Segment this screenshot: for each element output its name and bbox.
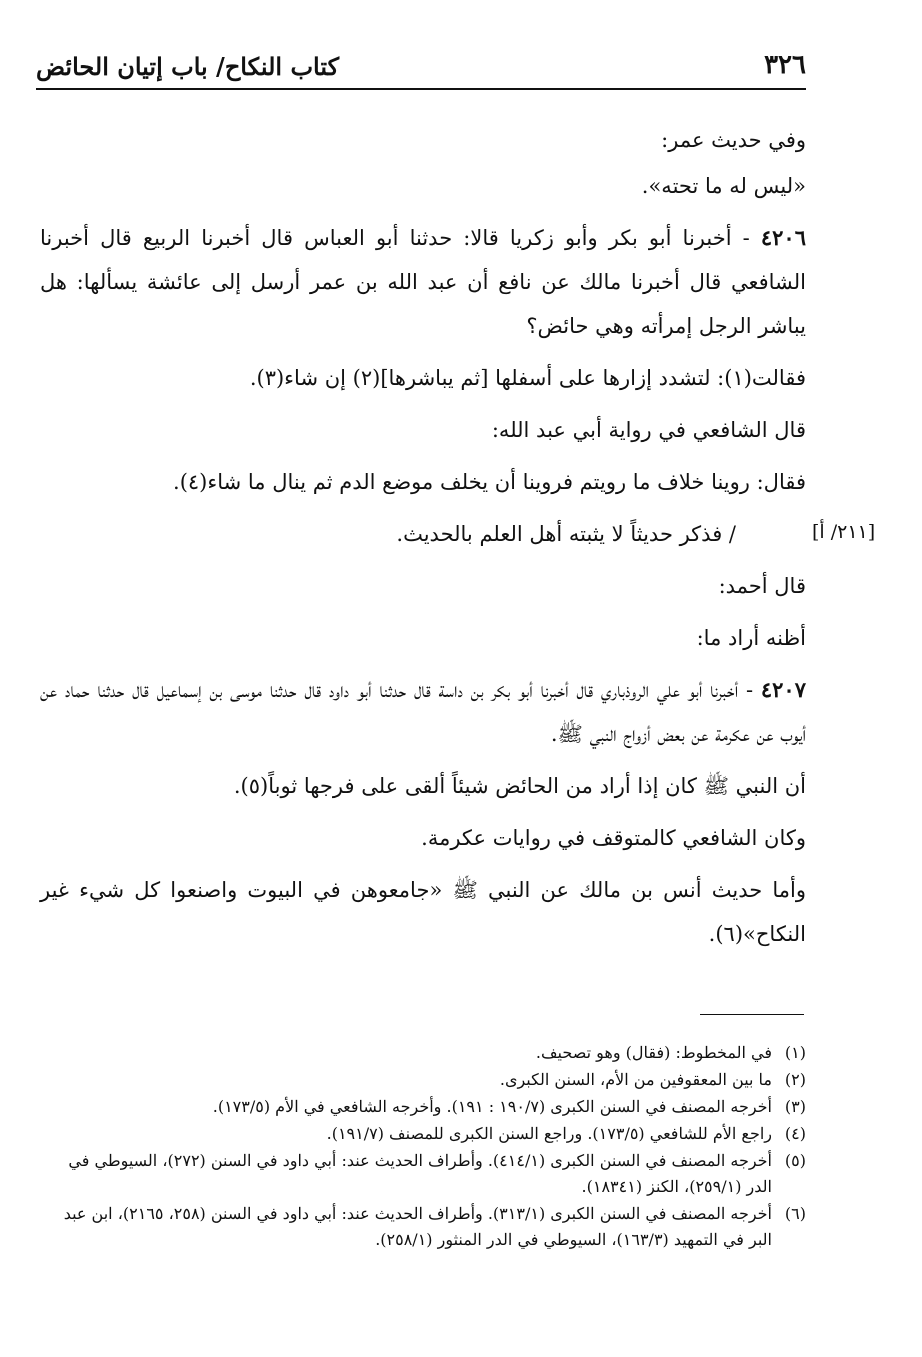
- footnote-text: ما بين المعقوفين من الأم، السنن الكبرى.: [499, 1070, 772, 1089]
- footnote-text: أخرجه المصنف في السنن الكبرى (٣١٣/١). وأطراف الحديث عند: أبي داود في السنن (٢٥٨، ٢١٦٥)، ابن عبد البر في التمهيد (١٦٣/٣)، السيوطي في الدر المنثور (٢٥٨/١).: [63, 1204, 772, 1249]
- manuscript-folio-marker: [٢١١/ أ]: [812, 521, 876, 543]
- running-title: كتاب النكاح/ باب إتيان الحائض: [36, 52, 340, 81]
- hadith-4206: [40, 216, 806, 348]
- footnote-text: راجع الأم للشافعي (١٧٣/٥). وراجع السنن الكبرى للمصنف (١٩١/٧).: [326, 1124, 772, 1143]
- hadith-text: - أخبرنا أبو بكر وأبو زكريا قالا: حدثنا أبو العباس قال أخبرنا الربيع قال أخبرنا الشافعي قال أخبرنا مالك عن نافع أن عبد الله بن عمر أرسل إلى عائشة يسألها: هل يباشر الرجل إمرأته وهي حائض؟: [40, 226, 806, 338]
- footnote: [40, 1040, 806, 1066]
- footnote-number: (٤): [784, 1124, 806, 1143]
- footnote-text: أخرجه المصنف في السنن الكبرى (١٩٠/٧ : ١٩١). وأخرجه الشافعي في الأم (١٧٣/٥).: [212, 1097, 772, 1116]
- footnote-number: (٥): [784, 1151, 806, 1170]
- paragraph: / فذكر حديثاً لا يثبته أهل العلم بالحديث.: [396, 522, 736, 546]
- paragraph: قال الشافعي في رواية أبي عبد الله:: [491, 418, 806, 442]
- page-number: ٣٢٦: [764, 50, 806, 80]
- footnote: [40, 1148, 806, 1200]
- footnote-separator: [700, 1014, 804, 1015]
- footnote-number: (١): [784, 1043, 806, 1062]
- main-text: [40, 118, 806, 964]
- footnote: [40, 1121, 806, 1147]
- footnote: [40, 1067, 806, 1093]
- page-header: [36, 48, 806, 90]
- footnotes: [40, 1040, 806, 1254]
- hadith-number: ٤٢٠٧: [760, 677, 806, 702]
- footnote: [40, 1094, 806, 1120]
- hadith-4207: [40, 668, 806, 756]
- paragraph: وفي حديث عمر:: [661, 128, 806, 152]
- paragraph: قال أحمد:: [718, 574, 806, 598]
- footnote-number: (٦): [784, 1204, 806, 1223]
- paragraph: وكان الشافعي كالمتوقف في روايات عكرمة.: [421, 826, 806, 850]
- footnote-text: في المخطوط: (فقال) وهو تصحيف.: [535, 1043, 772, 1062]
- hadith-text: - أخبرنا أبو علي الروذباري قال أخبرنا أبو بكر بن داسة قال حدثنا أبو داود قال حدثنا موسى بن إسماعيل قال حدثنا حماد عن أيوب عن عكرمة عن بعض أزواج النبي ﷺ.: [40, 678, 806, 746]
- paragraph: وأما حديث أنس بن مالك عن النبي ﷺ «جامعوهن في البيوت واصنعوا كل شيء غير النكاح»(٦).: [40, 878, 806, 946]
- footnote-text: أخرجه المصنف في السنن الكبرى (٤١٤/١). وأطراف الحديث عند: أبي داود في السنن (٢٧٢)، السيوطي في الدر (٢٥٩/١)، الكنز (١٨٣٤١).: [68, 1151, 772, 1196]
- paragraph: فقالت(١): لتشدد إزارها على أسفلها [ثم يباشرها](٢) إن شاء(٣).: [249, 366, 806, 390]
- hadith-number: ٤٢٠٦: [760, 225, 806, 250]
- paragraph: أن النبي ﷺ كان إذا أراد من الحائض شيئاً ألقى على فرجها ثوباً(٥).: [233, 774, 806, 798]
- footnote: [40, 1201, 806, 1253]
- paragraph: «ليس له ما تحته».: [641, 174, 806, 198]
- footnote-number: (٣): [784, 1097, 806, 1116]
- paragraph: أظنه أراد ما:: [696, 626, 806, 650]
- paragraph: فقال: روينا خلاف ما رويتم فروينا أن يخلف موضع الدم ثم ينال ما شاء(٤).: [173, 470, 806, 494]
- footnote-number: (٢): [784, 1070, 806, 1089]
